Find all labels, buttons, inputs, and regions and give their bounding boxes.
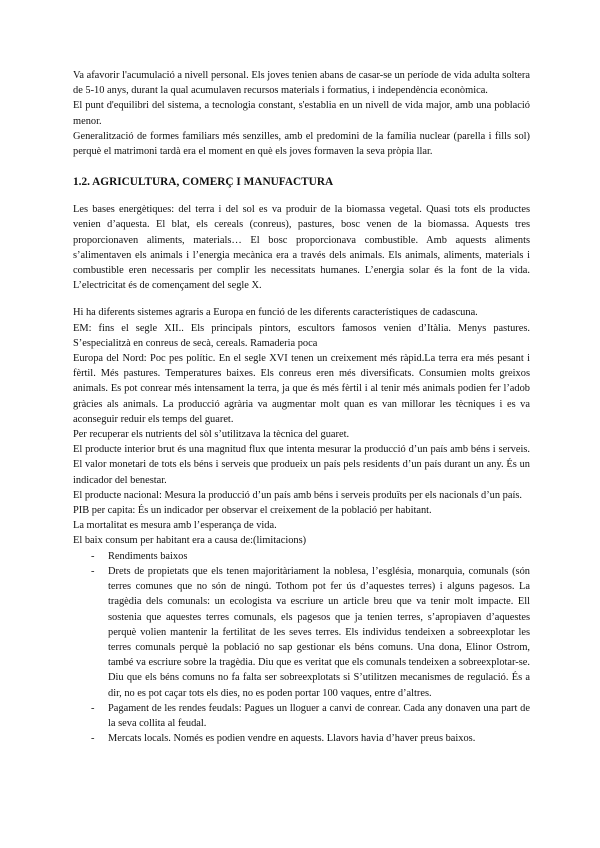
gdp-paragraph: El producte interior brut és una magnitud flux que intenta mesurar la producció d’un país amb béns i serveis. El valor monetari de tots els béns i serveis que produeix un país pels residents d’un país durant un any. És un indicador del benestar. — [73, 444, 530, 486]
list-item: - Mercats locals. Només es podien vendre en aquests. Llavors havia d’haver preus baixos. — [73, 731, 530, 746]
low-consumption-paragraph: El baix consum per habitant era a causa de:(limitacions) — [73, 535, 307, 547]
north-europe-paragraph: Europa del Nord: Poc pes polític. En el segle XVI tenen un creixement més ràpid.La terra era més pesant i fèrtil. Més pastures. Temperatures baixes. Els conreus eren més diversificats. Consumien molts greixos animals. Es pot conrear més intensament la terra, ja que és més fèrtil i al tenir més animals podien fer l’adob gràcies als animals. La producció agrària va augmentar molt quan es van millorar les tècniques i es va aconseguir reduir els temps del guaret. — [73, 353, 530, 425]
list-item: - Pagament de les rendes feudals: Pagues un lloguer a canvi de conrear. Cada any donaven una part de la seva collita al feudal. — [73, 701, 530, 731]
agrarian-systems-paragraph: Hi ha diferents sistemes agraris a Europa en funció de les diferents característiques de cadascuna. — [73, 307, 478, 319]
em-paragraph: EM: fins el segle XII.. Els principals pintors, escultors famosos venien d’Itàlia. Menys pastures. S’especialitzà en conreus de secà, cereals. Ramaderia poca — [73, 322, 530, 349]
gdp-per-capita-paragraph: PIB per capita: És un indicador per observar el creixement de la població per habitant. — [73, 505, 432, 517]
intro-paragraph-3: Generalització de formes familiars més senzilles, amb el predomini de la família nuclear (parella i fills sol) perquè el matrimoni tardà era el moment en què els joves formaven la seva pròpia llar. — [73, 130, 530, 158]
intro-paragraph-2: El punt d'equilibri del sistema, a tecnologia constant, s'establia en un nivell de vida major, amb una població menor. — [73, 100, 530, 127]
list-item: - Rendiments baixos — [73, 549, 530, 564]
list-item: - Drets de propietats que els tenen majoritàriament la noblesa, l’església, monarquia, comunals (són terres comunes que no són de ningú. Tothom pot fer ús d’aquestes terres) i alguns pagesos. La tragèdia dels comunals: un ecologista va escriure un article breu que va tenir molt impacte. Ell sostenia que aquestes terres comunals, els pagesos que ja tenien terres, s’apropiaven d’aquestes perquè volien mantenir la fertilitat de les seves terres. Els individus tendeixen a sobreexplotar les terres comunals perquè la població no sap gestionar els béns comuns. Una dona, Elinor Ostrom, també va escriure sobre la tragèdia. Diu que es veritat que els comunals tendeixen a sobreexplotar-se. Diu que els béns comuns no fa falta ser sobreexplotats si S’utilitzen mecanismes de regulació. És a dir, no es pot caçar tots els dies, no es poden portar 100 vaques, entre d’altres. — [73, 564, 530, 701]
limitations-list — [73, 549, 530, 747]
mortality-paragraph: La mortalitat es mesura amb l’esperança de vida. — [73, 520, 277, 532]
intro-paragraph-1: Va afavorir l'acumulació a nivell personal. Els joves tenien abans de casar-se un període de vida adulta soltera de 5-10 anys, durant la qual acumulaven recursos materials i formatius, i independència econòmica. — [73, 70, 530, 97]
section-heading: 1.2. AGRICULTURA, COMERÇ I MANUFACTURA — [73, 176, 334, 189]
fallow-paragraph: Per recuperar els nutrients del sòl s’utilitzava la tècnica del guaret. — [73, 429, 350, 441]
national-product-paragraph: El producte nacional: Mesura la producció d’un país amb béns i serveis produïts per els nacionals d’un país. — [73, 489, 522, 501]
energy-paragraph: Les bases energètiques: del terra i del sol es va produir de la biomassa vegetal. Quasi tots els productes venien d’aquesta. El blat, els cereals (conreus), pastures, bosc venen de la biomassa. Aquests tres proporcionaven aliments, materials… El bosc proporcionava combustible. Amb aquests aliments s’alimentaven els animals i l’energia mecànica era a través dels animals. Els animals, aliments, materials i combustible eren necessaris per complir les necessitats humanes. L’energia solar és la font de la vida. L’electricitat és de començament del segle X. — [73, 204, 530, 292]
